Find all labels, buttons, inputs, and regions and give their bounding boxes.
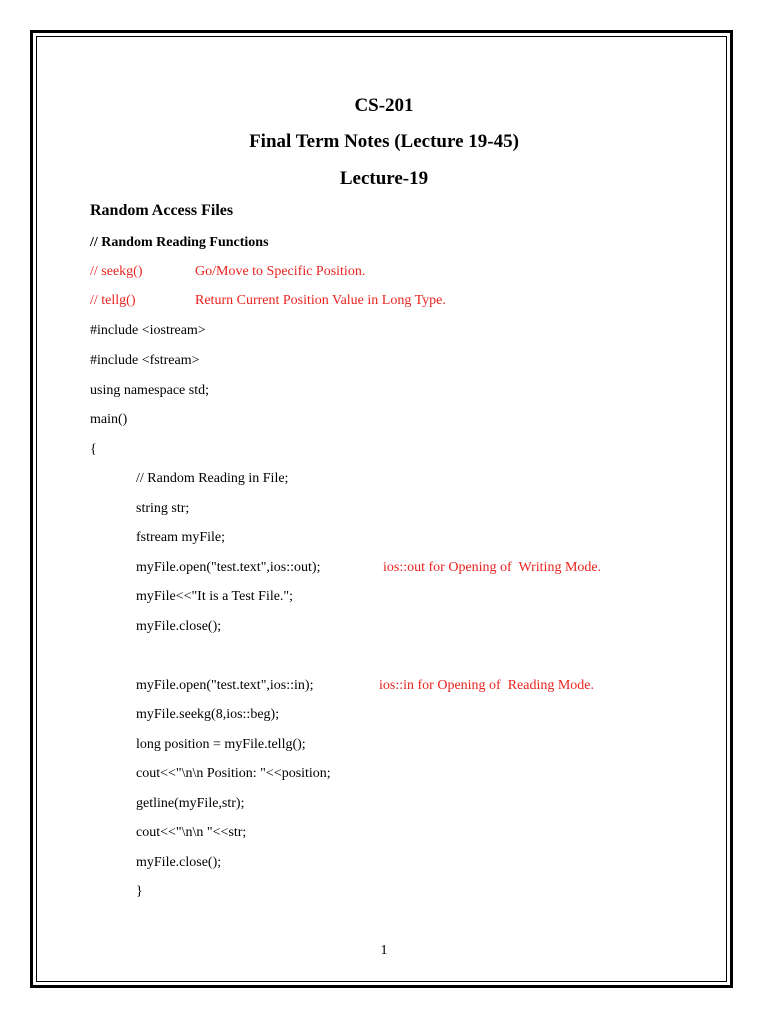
code-line: #include <fstream> (90, 353, 200, 368)
code-note-write-mode: ios::out for Opening of Writing Mode. (383, 560, 602, 575)
code-line: long position = myFile.tellg(); (136, 737, 306, 752)
code-line: } (136, 884, 143, 899)
code-line: myFile.close(); (136, 619, 222, 634)
code-line: myFile.close(); (136, 855, 222, 870)
lecture-title: Lecture-19 (339, 168, 429, 189)
function-desc-seekg: Go/Move to Specific Position. (195, 264, 366, 279)
function-name-seekg: // seekg() (90, 264, 143, 279)
code-line: myFile.seekg(8,ios::beg); (136, 707, 280, 722)
code-line: myFile<<"It is a Test File."; (136, 589, 294, 604)
code-line: #include <iostream> (90, 323, 206, 338)
code-line: main() (90, 412, 128, 427)
code-note-read-mode: ios::in for Opening of Reading Mode. (379, 678, 595, 693)
code-line: // Random Reading in File; (136, 471, 289, 486)
function-name-tellg: // tellg() (90, 293, 136, 308)
code-line: getline(myFile,str); (136, 796, 245, 811)
function-desc-tellg: Return Current Position Value in Long Type. (195, 293, 446, 308)
section-heading: Random Access Files (90, 202, 234, 219)
code-line: myFile.open("test.text",ios::in); (136, 678, 314, 693)
code-line: myFile.open("test.text",ios::out); (136, 560, 321, 575)
code-line: using namespace std; (90, 383, 209, 398)
code-line: cout<<"\n\n Position: "<<position; (136, 766, 331, 781)
section-subheading: // Random Reading Functions (90, 235, 269, 250)
page-number: 1 (380, 943, 388, 958)
code-line: cout<<"\n\n "<<str; (136, 825, 247, 840)
course-code: CS-201 (354, 95, 414, 116)
code-line: string str; (136, 501, 190, 516)
code-line: fstream myFile; (136, 530, 226, 545)
document-title: Final Term Notes (Lecture 19-45) (249, 131, 519, 152)
code-line: { (90, 442, 97, 457)
